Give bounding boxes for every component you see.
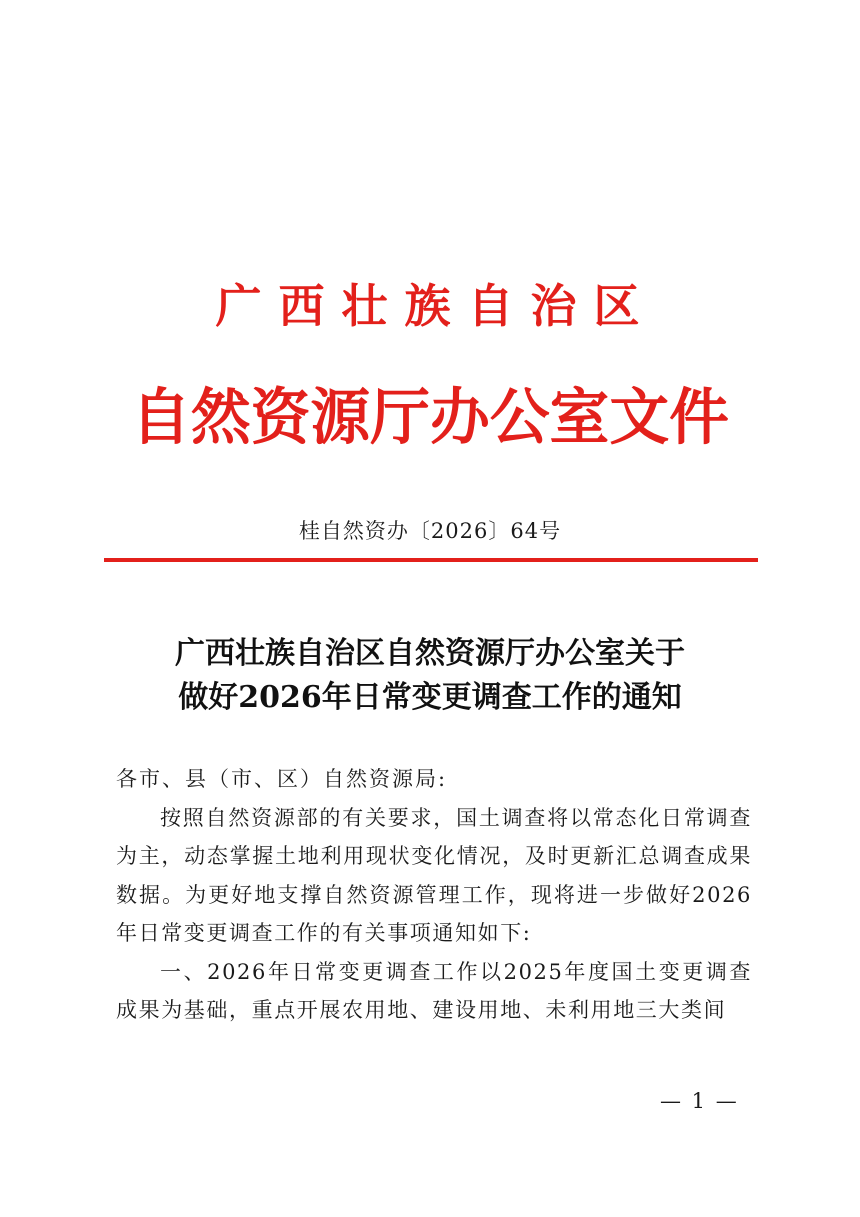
issuer-name: 广西壮族自治区 <box>215 279 657 333</box>
page-number: — 1 — <box>660 1089 739 1113</box>
salutation: 各市、县（市、区）自然资源局: <box>116 767 448 791</box>
document-header-title: 自然资源厅办公室文件 <box>131 382 729 453</box>
paragraph-intro: 按照自然资源部的有关要求，国土调查将以常态化日常调查为主，动态掌握土地利用现状变化情况，及时更新汇总调查成果数据。为更好地支撑自然资源管理工作，现将进一步做好2026年日常变更调查工作的有关事项通知如下: <box>116 805 752 945</box>
red-separator-line <box>104 558 758 562</box>
notice-title-line-2: 做好2026年日常变更调查工作的通知 <box>178 680 682 715</box>
paragraph-item-1: 一、2026年日常变更调查工作以2025年度国土变更调查成果为基础，重点开展农用地、建设用地、未利用地三大类间 <box>116 959 752 1022</box>
document-number: 桂自然资办〔2026〕64号 <box>298 519 562 543</box>
notice-title-line-1: 广西壮族自治区自然资源厅办公室关于 <box>175 636 685 671</box>
notice-title <box>0 632 860 720</box>
notice-body <box>116 760 752 1030</box>
